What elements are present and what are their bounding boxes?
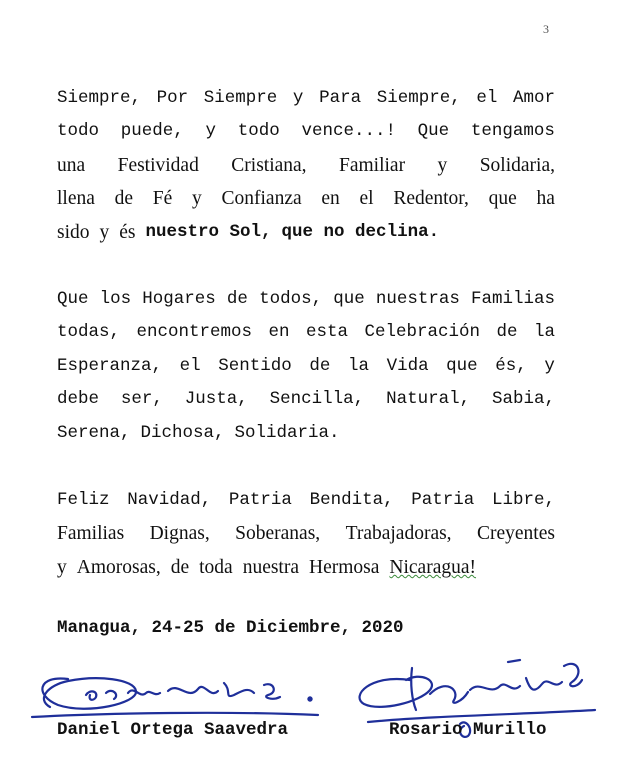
word: vence...! [301,121,396,142]
word: Siempre, [376,88,461,108]
word: ser, [120,389,163,410]
word: llena [57,188,95,210]
word: debe [57,389,100,410]
word: és, [495,355,527,376]
word: Celebración [364,322,480,343]
word: Hogares [142,289,216,309]
word: Familias [470,289,555,309]
word: la [347,355,369,376]
word: Libre, [491,490,555,510]
word: Amorosas, [76,556,161,578]
word: nuestras [375,289,460,309]
word: que [446,355,478,376]
word: una [57,154,86,176]
word: Sentido [218,355,292,376]
word: Patria [411,490,475,510]
word: el [476,88,498,108]
word: Dichosa, [140,422,225,443]
word: de [114,188,134,210]
word: el [179,355,201,376]
text-line [57,517,555,550]
word: la [533,322,555,343]
word: que [488,188,517,210]
text-line [57,417,555,450]
word: y [205,121,216,142]
word: ha [536,188,555,210]
text-line [57,350,555,383]
word: y [437,154,448,176]
word: todo [237,121,280,142]
word: puede, [120,121,184,142]
word: y [99,221,110,243]
text-line [57,149,555,182]
word: nuestra [242,556,299,578]
word: de [496,322,518,343]
word: que no declina. [281,221,440,242]
word: Soberanas, [235,523,321,545]
text-line [57,182,555,215]
word: Natural, [386,389,471,410]
word: Familias [57,523,125,545]
word: Creyentes [476,523,555,545]
word: de [226,289,248,309]
word: Navidad, [127,490,212,510]
word: Para [319,88,362,108]
word: Sencilla, [269,389,365,410]
text-line [57,283,555,316]
word: Esperanza, [57,355,163,376]
word: Hermosa [309,556,380,578]
word: Festividad [117,154,199,176]
word: Trabajadoras, [345,523,452,545]
word: esta [305,322,348,343]
text-line [57,551,555,584]
word: Patria [228,490,292,510]
text-line [57,484,555,517]
word: Por [156,88,189,108]
word: Cristiana, [231,154,307,176]
word: Bendita, [309,490,394,510]
paragraph-3 [57,484,555,584]
date-location-line: Managua, 24-25 de Diciembre, 2020 [57,618,404,638]
word: tengamos [470,121,555,142]
text-line [57,216,555,249]
word: y [544,355,555,376]
word: y [192,188,202,210]
word: Dignas, [149,523,210,545]
word: Solidaria. [234,422,340,443]
word: Confianza [221,188,302,210]
word: Fé [152,188,173,210]
text-line [57,316,555,349]
word: Familiar [339,154,406,176]
word: sido [57,221,90,243]
word: Amor [512,88,555,108]
word: en [268,322,290,343]
text-line [57,383,555,416]
word: Sabia, [491,389,555,410]
paragraph-1 [57,82,555,249]
word: todas, [57,322,121,343]
word: encontremos [136,322,253,343]
word: de [170,556,190,578]
text-line [57,115,555,148]
word: el [359,188,374,210]
word: Solidaria, [479,154,555,176]
word: Feliz [57,490,110,510]
signatory-name-rosario-murillo: Rosario Murillo [389,720,547,740]
word: Redentor, [393,188,469,210]
signatory-name-daniel-ortega: Daniel Ortega Saavedra [57,720,289,740]
word: y [292,88,304,108]
word: Que [57,289,89,309]
page-number: 3 [543,22,549,36]
word: Siempre, [57,88,142,108]
text-line [57,82,555,115]
paragraph-2 [57,283,555,450]
word: toda [199,556,233,578]
word: Que [417,121,450,142]
word: Justa, [184,389,248,410]
word: és [119,221,136,243]
word: Siempre [203,88,278,108]
word: los [99,289,132,309]
signature-daniel-ortega [28,665,328,725]
word: que [333,289,365,309]
word: y [57,556,67,578]
word: todo [57,121,100,142]
word: Vida [386,355,429,376]
word: nuestro Sol, [145,221,272,242]
word: Serena, [57,422,131,443]
word: en [321,188,340,210]
word: todos, [259,289,323,309]
word: de [309,355,331,376]
word-spellcheck-marked: Nicaragua! [389,556,477,578]
